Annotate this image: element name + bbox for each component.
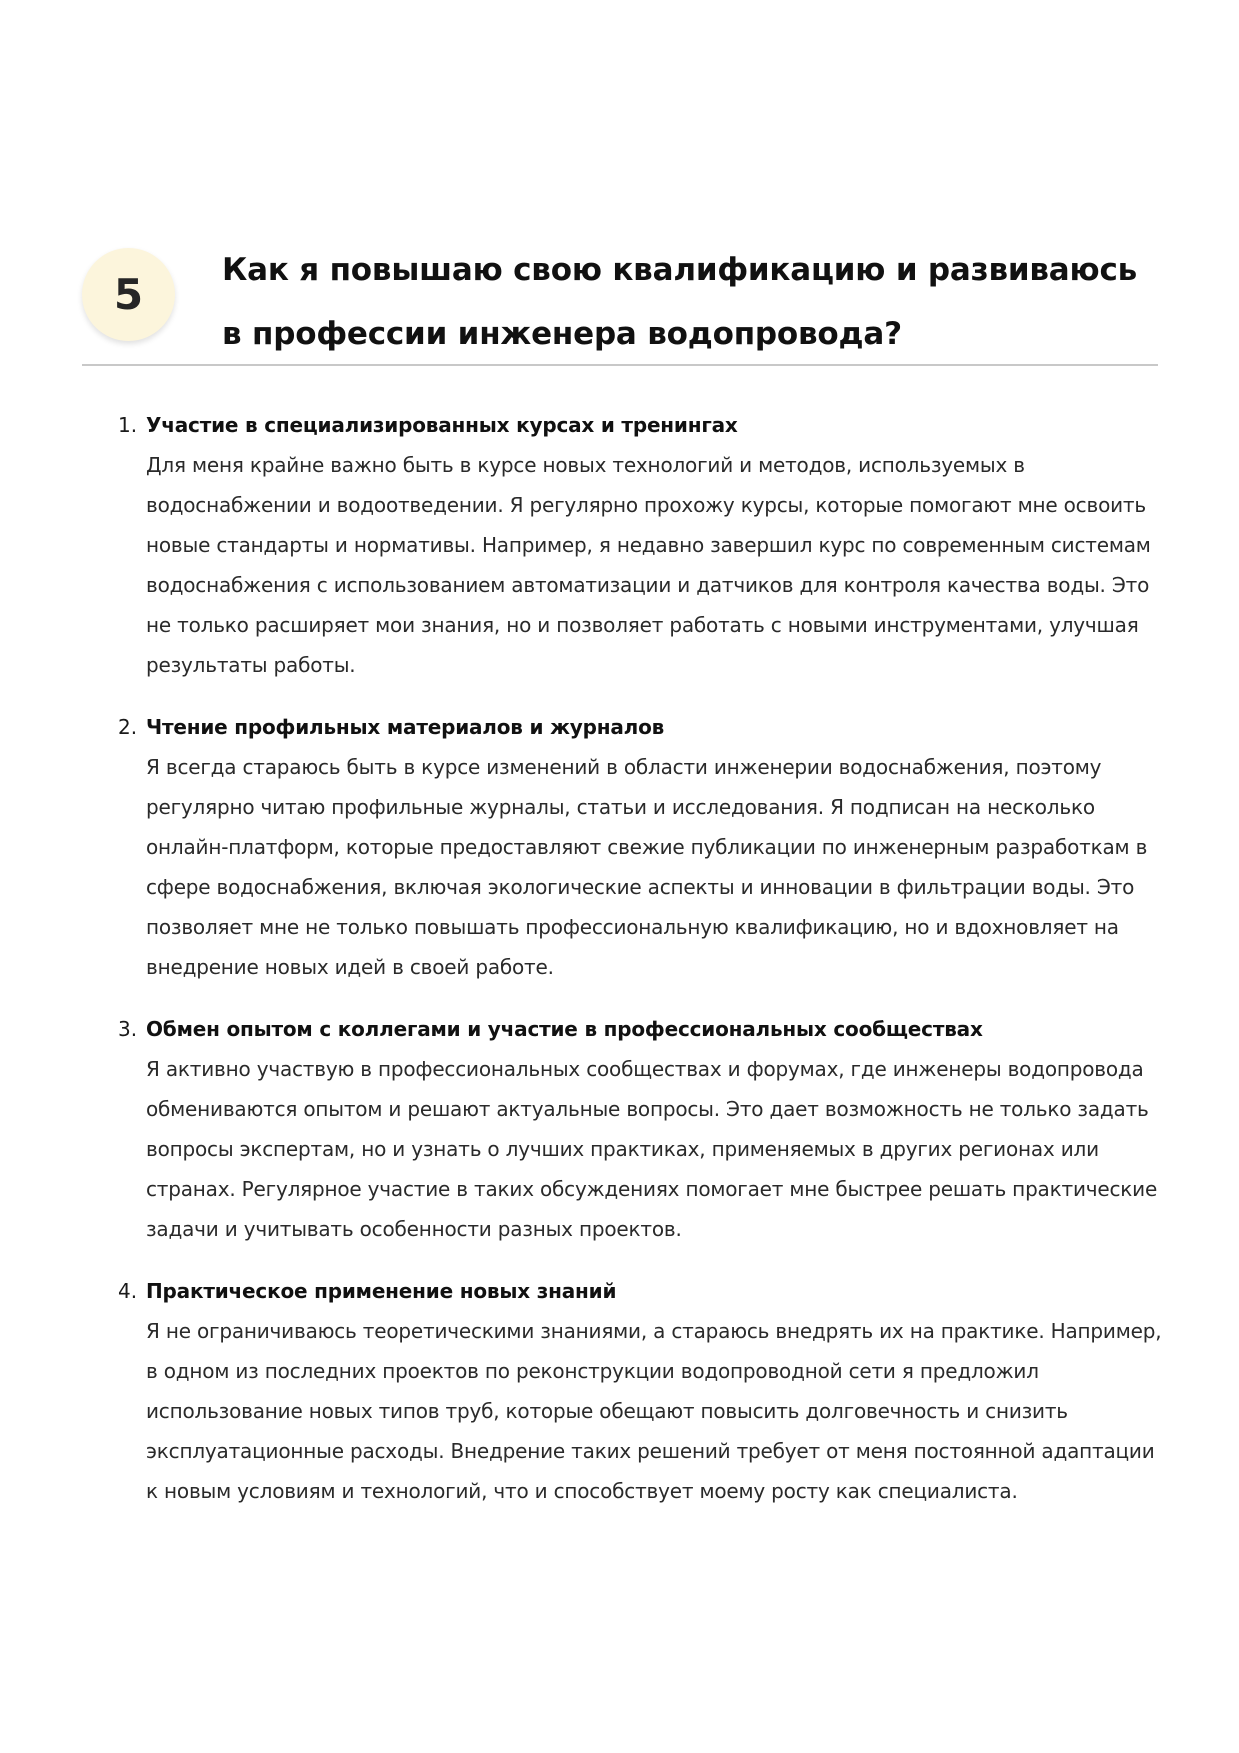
list-item bbox=[112, 405, 1166, 685]
list-item-text: Я активно участвую в профессиональных сообществах и форумах, где инженеры водопровода обмениваются опытом и решают актуальные вопросы. Это дает возможность не только задать вопросы экспертам, но и узнать о лучших практиках, применяемых в других регионах или странах. Регулярное участие в таких обсуждениях помогает мне быстрее решать практические задачи и учитывать особенности разных проектов. bbox=[146, 1057, 1158, 1241]
list-item bbox=[112, 1271, 1166, 1511]
list-item-heading: Чтение профильных материалов и журналов bbox=[146, 715, 665, 739]
list-item-number: 1. bbox=[118, 413, 138, 437]
list-item bbox=[112, 1009, 1166, 1249]
list-item-text: Я не ограничиваюсь теоретическими знаниями, а стараюсь внедрять их на практике. Например, в одном из последних проектов по реконструкции водопроводной сети я предложил использование новых типов труб, которые обещают повысить долговечность и снизить эксплуатационные расходы. Внедрение таких решений требует от меня постоянной адаптации к новым условиям и технологий, что и способствует моему росту как специалиста. bbox=[146, 1319, 1162, 1503]
list-item-heading: Участие в специализированных курсах и тренингах bbox=[146, 413, 738, 437]
list-item-number: 3. bbox=[118, 1017, 138, 1041]
section-header bbox=[82, 238, 1158, 366]
list-item-text: Я всегда стараюсь быть в курсе изменений в области инженерии водоснабжения, поэтому регулярно читаю профильные журналы, статьи и исследования. Я подписан на несколько онлайн-платформ, которые предоставляют свежие публикации по инженерным разработкам в сфере водоснабжения, включая экологические аспекты и инновации в фильтрации воды. Это позволяет мне не только повышать профессиональную квалификацию, но и вдохновляет на внедрение новых идей в своей работе. bbox=[146, 755, 1148, 979]
list-item bbox=[112, 707, 1166, 987]
list-item-heading: Обмен опытом с коллегами и участие в профессиональных сообществах bbox=[146, 1017, 983, 1041]
section-number-badge: 5 bbox=[82, 248, 175, 341]
list-item-text: Для меня крайне важно быть в курсе новых технологий и методов, используемых в водоснабжении и водоотведении. Я регулярно прохожу курсы, которые помогают мне освоить новые стандарты и нормативы. Например, я недавно завершил курс по современным системам водоснабжения с использованием автоматизации и датчиков для контроля качества воды. Это не только расширяет мои знания, но и позволяет работать с новыми инструментами, улучшая результаты работы. bbox=[146, 453, 1151, 677]
list-item-number: 4. bbox=[118, 1279, 138, 1303]
numbered-list bbox=[112, 405, 1166, 1533]
list-item-number: 2. bbox=[118, 715, 138, 739]
section-title: Как я повышаю свою квалификацию и развиваюсь в профессии инженера водопровода? bbox=[222, 252, 1138, 352]
list-item-heading: Практическое применение новых знаний bbox=[146, 1279, 617, 1303]
